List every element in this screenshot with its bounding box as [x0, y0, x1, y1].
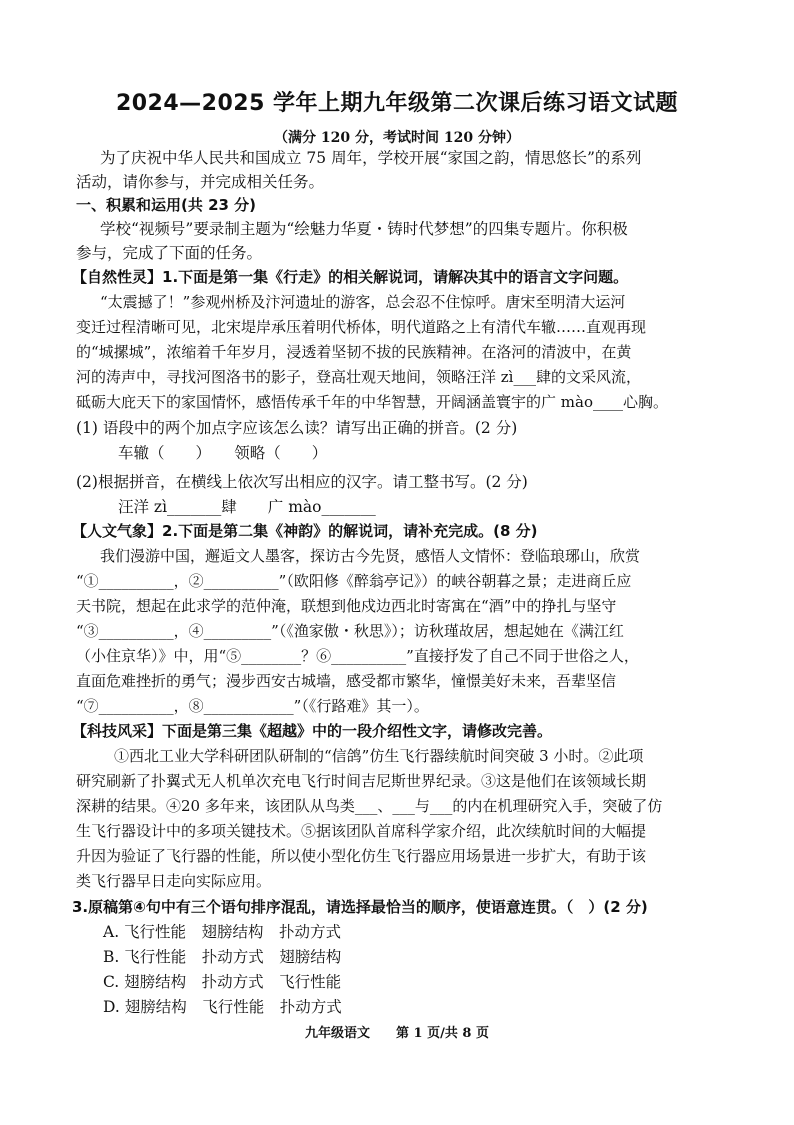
passage-line: 研究刷新了扑翼式无人机单次充电飞行时间吉尼斯世界纪录。③这是他们在该领域长期: [76, 772, 647, 790]
intro-line: 为了庆祝中华人民共和国成立 75 周年，学校开展“家国之韵，情思悠长”的系列: [100, 149, 642, 167]
passage-line: 天书院，想起在此求学的范仲淹，联想到他戍边西北时寄寓在“酒”中的挣扎与坚守: [76, 597, 617, 615]
option-c: C. 翅膀结构 扑动方式 飞行性能: [103, 973, 342, 991]
section-lead-line: 参与，完成了下面的任务。: [76, 244, 263, 262]
passage-line: 的“城摞城”，浓缩着千年岁月，浸透着坚韧不拔的民族精神。在洛河的清波中，在黄: [76, 343, 632, 361]
passage-line: ①西北工业大学科研团队研制的“信鸽”仿生飞行器续航时间突破 3 小时。②此项: [114, 747, 644, 765]
page-title: 2024—2025 学年上期九年级第二次课后练习语文试题: [115, 91, 679, 116]
passage-line: 深耕的结果。④20 多年来，该团队从鸟类___、___与___的内在机理研究入手，突破了仿: [76, 797, 663, 815]
question-1-heading: 【自然性灵】1.下面是第一集《行走》的相关解说词，请解决其中的语言文字问题。: [72, 268, 629, 286]
passage-line: 生飞行器设计中的多项关键技术。⑤据该团队首席科学家介绍，此次续航时间的大幅提: [76, 822, 647, 840]
section-heading: 一、积累和运用(共 23 分): [76, 196, 257, 214]
question-3-prompt: 3.原稿第④句中有三个语句排序混乱，请选择最恰当的顺序，使语意连贯。（ ）(2 分): [72, 898, 648, 916]
option-a: A. 飞行性能 翅膀结构 扑动方式: [103, 923, 342, 941]
intro-line: 活动，请你参与，并完成相关任务。: [76, 173, 325, 191]
sub-question-1: (1) 语段中的两个加点字应该怎么读？请写出正确的拼音。(2 分): [76, 419, 518, 437]
pinyin-answer-line: 车辙（ ） 领略（ ）: [118, 444, 328, 462]
option-d: D. 翅膀结构 飞行性能 扑动方式: [103, 998, 342, 1016]
passage-line: “①__________，②__________”（欧阳修《醉翁亭记》）的峡谷朝暮之景；走进商丘应: [76, 572, 632, 590]
passage-line: 我们漫游中国，邂逅文人墨客，探访古今先贤，感悟人文情怀：登临琅琊山，欣赏: [100, 547, 641, 565]
passage-line: 直面危难挫折的勇气；漫步西安古城墙，感受都市繁华，憧憬美好未来，吾辈坚信: [76, 672, 617, 690]
passage-line: 变迁过程清晰可见，北宋堤岸承压着明代桥体，明代道路之上有清代车辙……直观再现: [76, 318, 647, 336]
passage-line: “③__________，④_________”（《渔家傲・秋思》）；访秋瑾故居，想起她在《满江红: [76, 622, 624, 640]
passage-line: 升因为验证了飞行器的性能，所以使小型化仿生飞行器应用场景进一步扩大，有助于该: [76, 847, 647, 865]
passage-line: “⑦__________，⑧____________”（《行路难》其一）。: [76, 697, 429, 715]
hanzi-answer-line: 汪洋 zì_______肆 广 mào_______: [118, 498, 376, 516]
sub-question-2: (2)根据拼音，在横线上依次写出相应的汉字。请工整书写。(2 分): [76, 473, 528, 491]
passage-line: （小住京华）》中，用“⑤________？⑥__________”直接抒发了自己不同于世俗之人，: [76, 647, 639, 665]
passage-line: 砥砺大庇天下的家国情怀，感悟传承千年的中华智慧，开阔涵盖寰宇的广 mào____心胸。: [76, 393, 668, 411]
passage-line: 类飞行器早日走向实际应用。: [76, 872, 272, 890]
passage-line: 河的涛声中，寻找河图洛书的影子，登高壮观天地间，领略汪洋 zì___肆的文采风流，: [76, 368, 641, 386]
section-3-heading: 【科技风采】下面是第三集《超越》中的一段介绍性文字，请修改完善。: [72, 722, 553, 740]
section-lead-line: 学校“视频号”要录制主题为“绘魅力华夏・铸时代梦想”的四集专题片。你积极: [100, 220, 628, 238]
page-footer: 九年级语文 第 1 页/共 8 页: [305, 1026, 489, 1041]
passage-line: “太震撼了！”参观州桥及汴河遗址的游客，总会忍不住惊呼。唐宋至明清大运河: [100, 293, 626, 311]
option-b: B. 飞行性能 扑动方式 翅膀结构: [103, 948, 342, 966]
page-subtitle: （满分 120 分，考试时间 120 分钟）: [274, 130, 520, 146]
question-2-heading: 【人文气象】2.下面是第二集《神韵》的解说词，请补充完成。(8 分): [72, 522, 538, 540]
